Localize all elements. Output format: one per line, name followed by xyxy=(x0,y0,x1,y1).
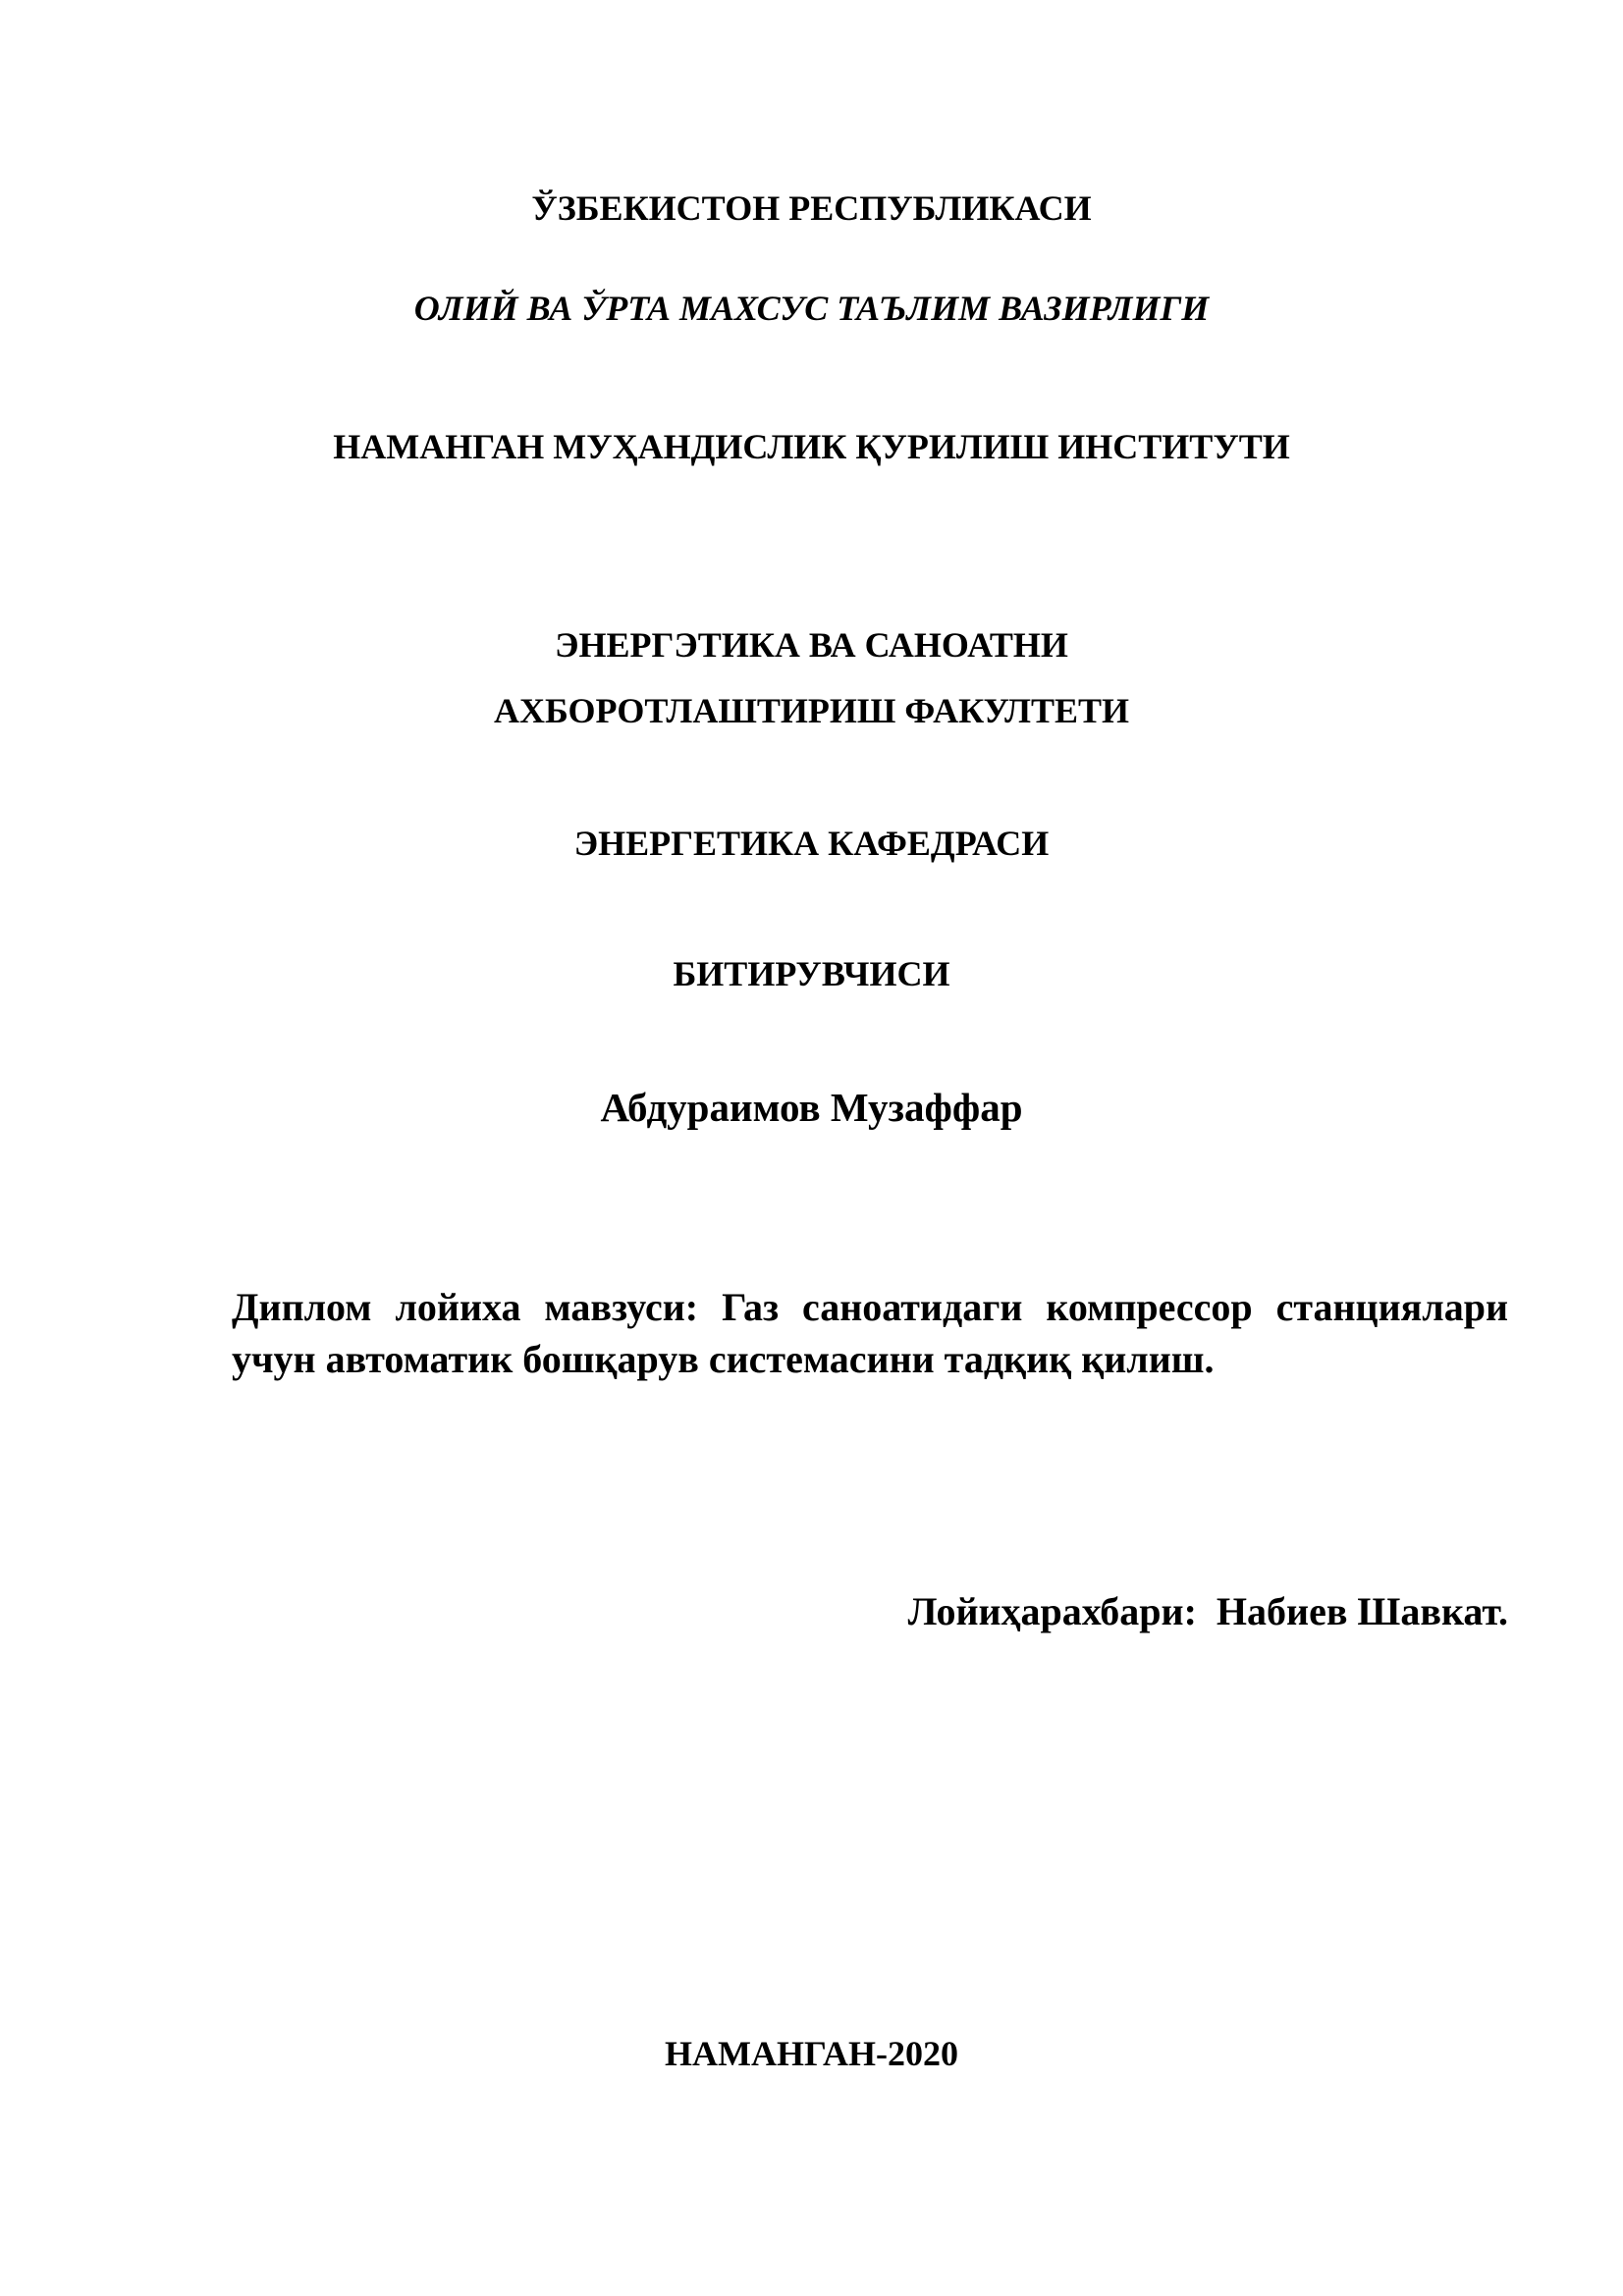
institute-title: НАМАНГАН МУҲАНДИСЛИК ҚУРИЛИШ ИНСТИТУТИ xyxy=(333,427,1290,466)
diploma-topic: Диплом лойиха мавзуси: Газ саноатидаги компрессор станциялари учун автоматик бошқарув системасини тадқиқ қилиш. xyxy=(232,1285,1508,1381)
graduate-label: БИТИРУВЧИСИ xyxy=(673,954,950,993)
faculty-line-2: АХБОРОТЛАШТИРИШ ФАКУЛТЕТИ xyxy=(493,691,1129,730)
supervisor-name: Набиев Шавкат. xyxy=(1216,1589,1508,1633)
republic-title: ЎЗБЕКИСТОН РЕСПУБЛИКАСИ xyxy=(531,188,1092,228)
faculty-line-1: ЭНЕРГЭТИКА ВА САНОАТНИ xyxy=(555,625,1068,665)
supervisor-line xyxy=(908,1587,1508,1636)
ministry-title: ОЛИЙ ВА ЎРТА МАХСУС ТАЪЛИМ ВАЗИРЛИГИ xyxy=(413,289,1210,328)
footer-city-year: НАМАНГАН-2020 xyxy=(665,2034,958,2073)
department-title: ЭНЕРГЕТИКА КАФЕДРАСИ xyxy=(573,824,1050,863)
graduate-name: Абдураимов Музаффар xyxy=(600,1085,1023,1130)
supervisor-label: Лойиҳарахбари: xyxy=(907,1589,1197,1633)
